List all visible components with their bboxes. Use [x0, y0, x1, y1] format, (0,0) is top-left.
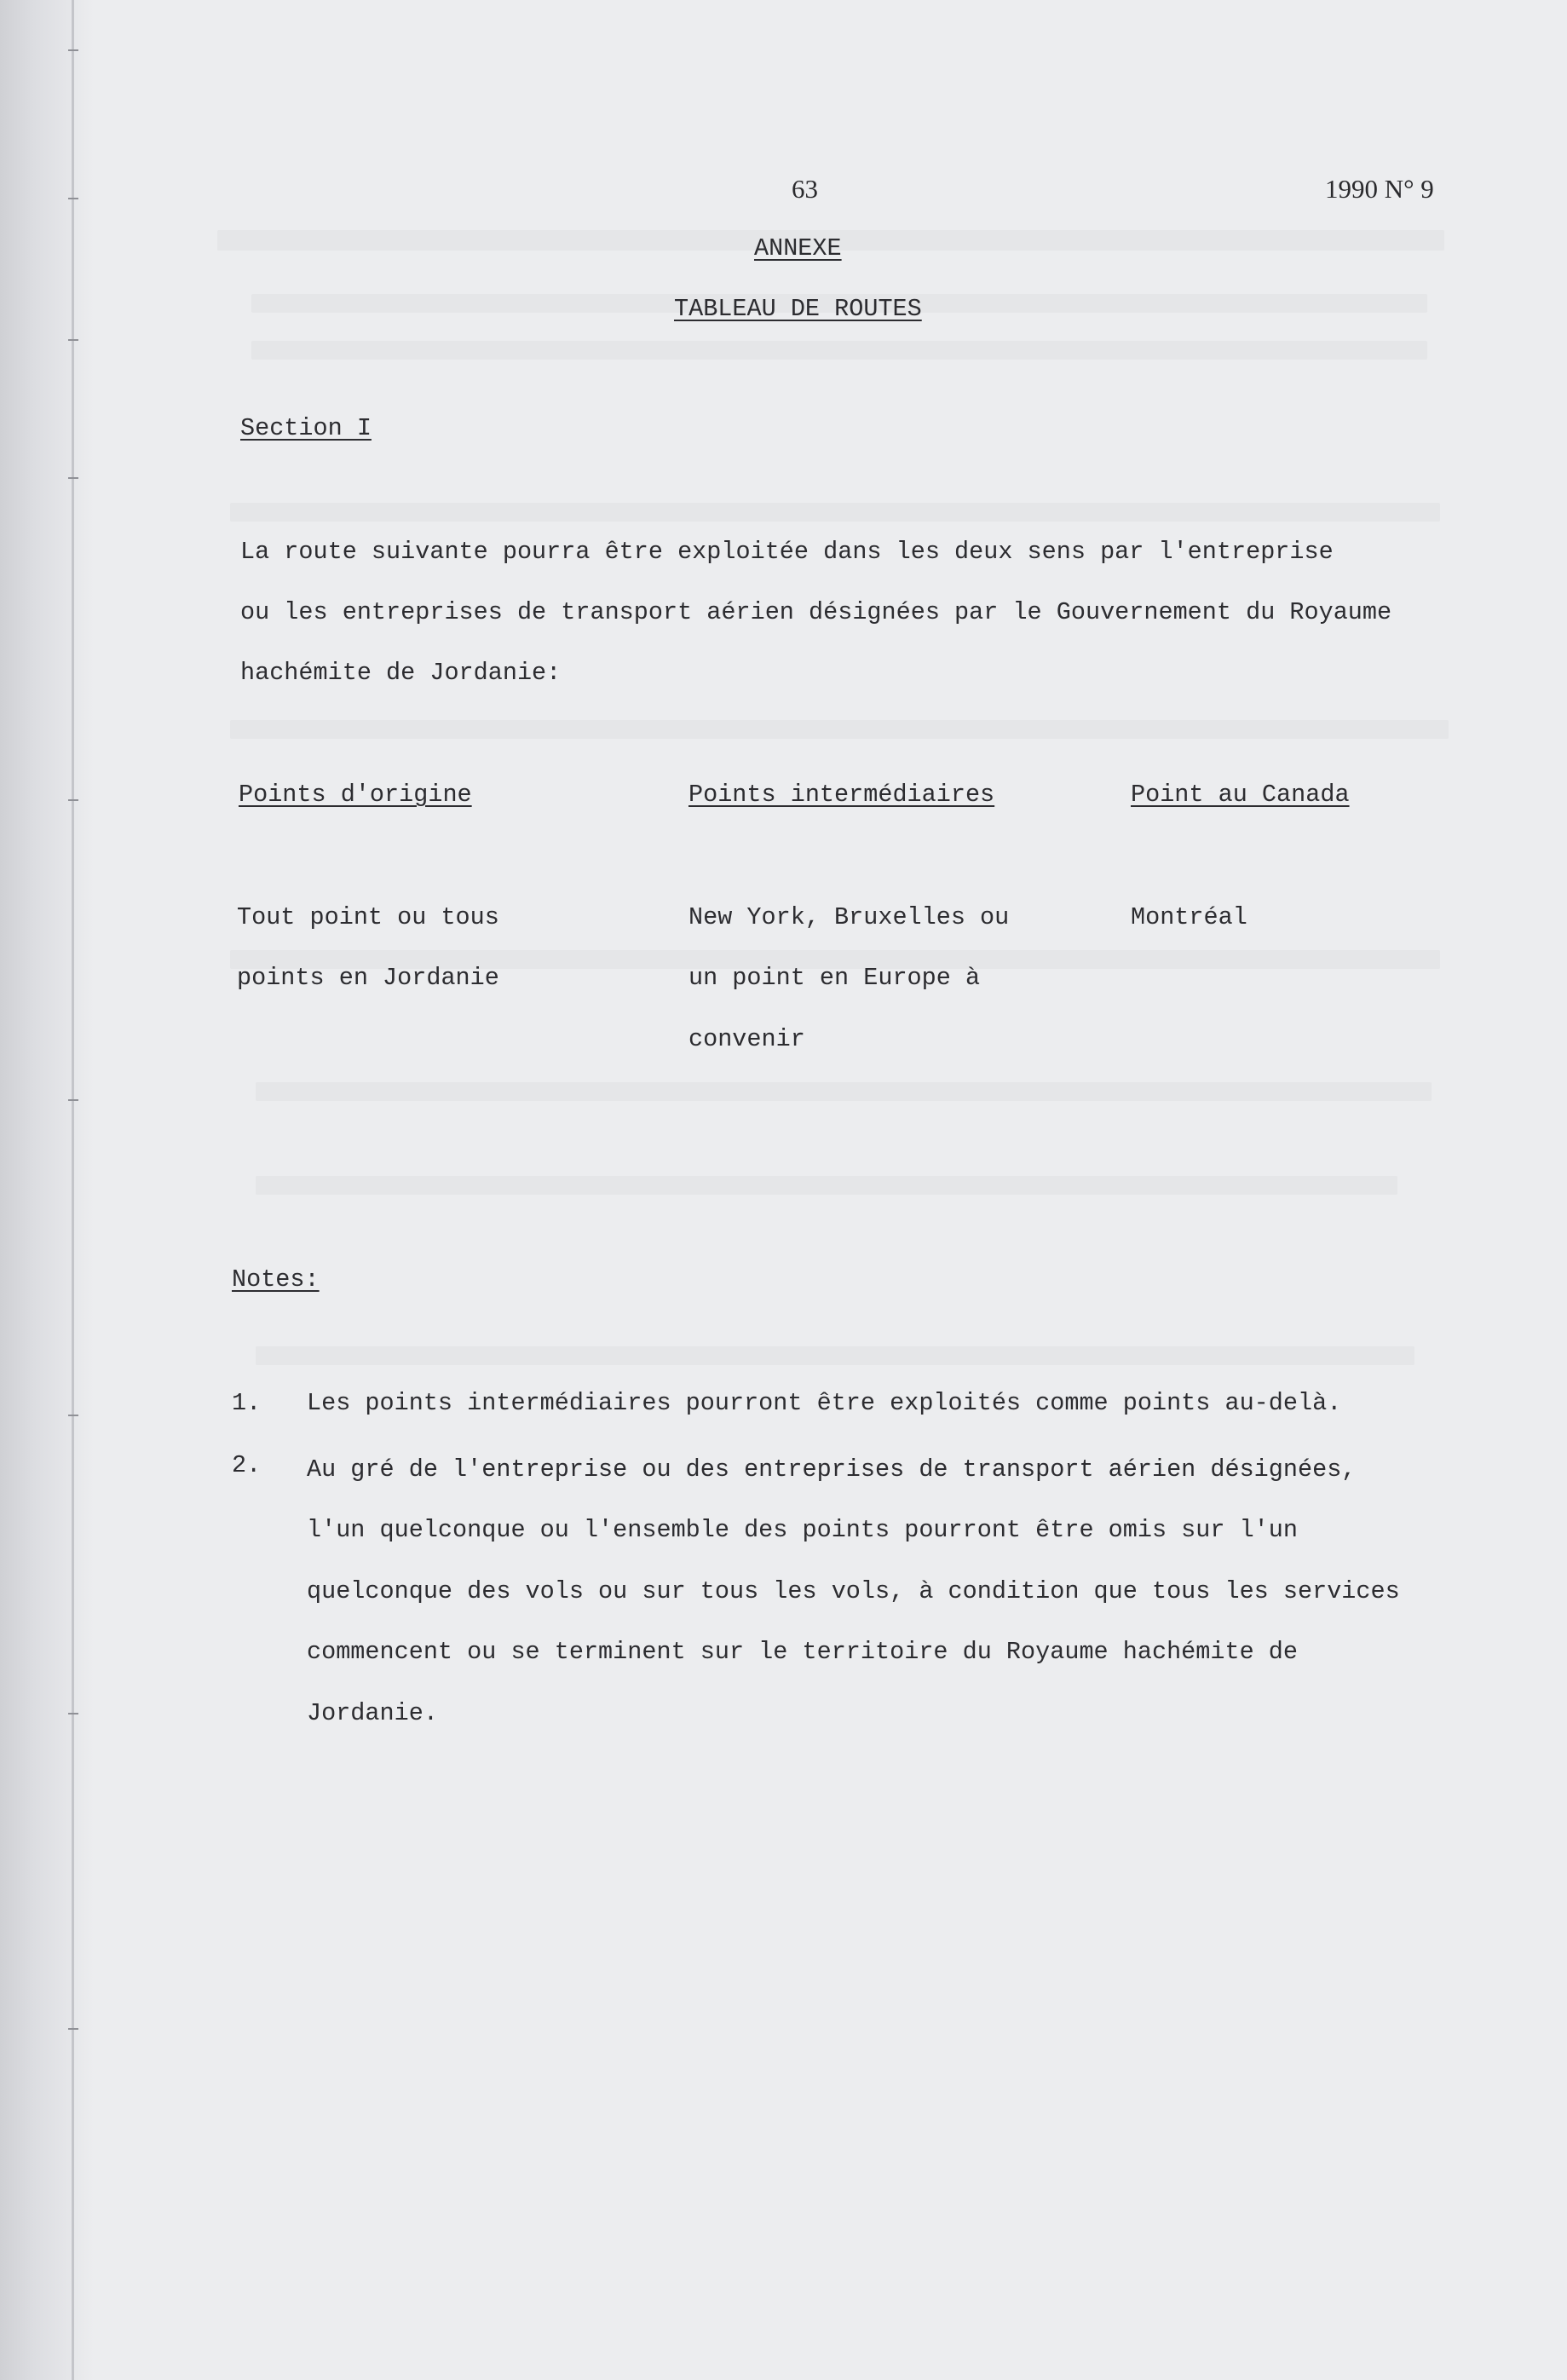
binding-tick: [68, 1099, 78, 1101]
binding-tick: [68, 1713, 78, 1714]
schedule-title: TABLEAU DE ROUTES: [674, 295, 922, 323]
note-line: Au gré de l'entreprise ou des entreprises de transport aérien désignées,: [307, 1455, 1357, 1484]
bleed-through-text: [256, 1176, 1397, 1195]
column-header-intermediate: Points intermédiaires: [688, 781, 995, 809]
section-label: Section I: [240, 414, 372, 442]
binding-tick: [68, 477, 78, 479]
intro-line: ou les entreprises de transport aérien désignées par le Gouvernement du Royaume: [240, 598, 1392, 626]
origin-cell-line: points en Jordanie: [237, 964, 499, 992]
note-number: 1.: [232, 1389, 262, 1417]
column-header-canada: Point au Canada: [1131, 781, 1350, 809]
binding-tick: [68, 799, 78, 801]
issue-number: 1990 N° 9: [1325, 174, 1434, 204]
intermediate-cell-line: New York, Bruxelles ou: [688, 903, 1010, 931]
column-header-origin: Points d'origine: [239, 781, 472, 809]
binding-edge: [0, 0, 94, 2380]
binding-line: [72, 0, 74, 2380]
origin-cell-line: Tout point ou tous: [237, 903, 499, 931]
note-number: 2.: [232, 1451, 262, 1479]
intro-line: hachémite de Jordanie:: [240, 659, 562, 687]
note-line: Les points intermédiaires pourront être exploités comme points au-delà.: [307, 1389, 1342, 1417]
bleed-through-text: [230, 720, 1449, 739]
note-line: l'un quelconque ou l'ensemble des points pourront être omis sur l'un: [307, 1516, 1298, 1544]
note-line: Jordanie.: [307, 1699, 438, 1727]
binding-tick: [68, 1415, 78, 1416]
bleed-through-text: [256, 1346, 1414, 1365]
intro-line: La route suivante pourra être exploitée dans les deux sens par l'entreprise: [240, 538, 1334, 566]
bleed-through-text: [251, 341, 1427, 360]
intermediate-cell-line: un point en Europe à: [688, 964, 981, 992]
bleed-through-text: [230, 503, 1440, 522]
canada-cell-line: Montréal: [1131, 903, 1247, 931]
notes-label: Notes:: [232, 1265, 320, 1294]
annex-title: ANNEXE: [754, 234, 842, 262]
binding-tick: [68, 49, 78, 51]
note-line: commencent ou se terminent sur le territoire du Royaume hachémite de: [307, 1638, 1298, 1666]
note-line: quelconque des vols ou sur tous les vols, à condition que tous les services: [307, 1577, 1400, 1605]
binding-tick: [68, 198, 78, 199]
intermediate-cell-line: convenir: [688, 1025, 805, 1053]
binding-tick: [68, 2028, 78, 2030]
bleed-through-text: [256, 1082, 1432, 1101]
page-number: 63: [792, 174, 818, 204]
binding-tick: [68, 339, 78, 341]
